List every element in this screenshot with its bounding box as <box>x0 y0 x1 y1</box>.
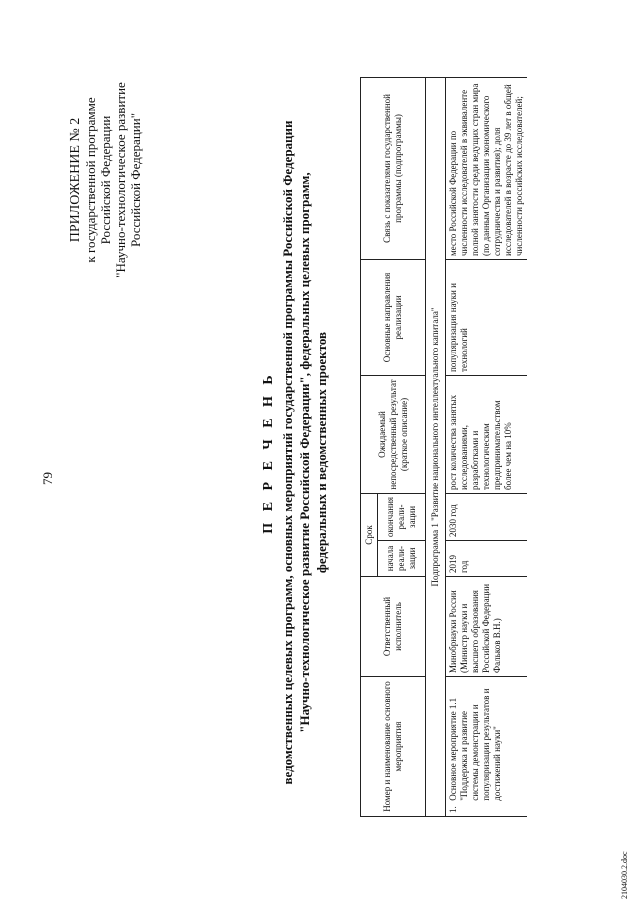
header-end: окончания реали-зации <box>378 493 426 540</box>
header-executor: Ответственный исполнитель <box>361 577 426 677</box>
appendix-block <box>68 15 143 345</box>
appendix-line: Российской Федерации" <box>128 112 143 248</box>
cell-executor: Минобрнауки России (Министр науки и высшего образования Российской Федерации Фальков В.Н.) <box>446 577 528 677</box>
title-spaced: П Е Р Е Ч Е Н Ь <box>261 371 276 534</box>
appendix-line: "Научно-технологическое развитие <box>113 82 128 278</box>
header-start: начала реали-зации <box>378 541 426 577</box>
page-number: 79 <box>40 472 55 485</box>
title-line: ведомственных целевых программ, основных мероприятий государственной программы Российской Федерации <box>280 120 295 785</box>
cell-name <box>446 677 528 817</box>
appendix-line: Российской Федерации <box>98 115 113 245</box>
subprogram-row <box>426 77 446 816</box>
row-number: 1. <box>448 806 458 813</box>
cell-result: рост количества занятых исследованиями, разработками и технологическим предпринимательством более чем на 10% <box>446 375 528 493</box>
appendix-heading: ПРИЛОЖЕНИЕ № 2 <box>68 117 83 243</box>
title-line: федеральных и ведомственных проектов <box>314 331 329 574</box>
row-name: Основное мероприятие 1.1 "Поддержка и развитие системы демонстрации и популяризации результатов и достижений науки" <box>448 688 502 801</box>
cell-start: 2019 год <box>446 541 528 577</box>
header-result: Ожидаемый непосредственный результат (краткое описание) <box>361 375 426 493</box>
subprogram-title: Подпрограмма 1 "Развитие национального интеллектуального капитала" <box>426 77 446 816</box>
header-term: Срок <box>361 493 378 576</box>
table-header-row <box>361 77 378 816</box>
header-directions: Основные направления реализации <box>361 259 426 375</box>
cell-link: место Российской Федерации по численности исследователей в эквиваленте полной занятости среди ведущих стран мира (по данным Организации экономического сотрудничества и развития); доля исследователей в возрасте до 39 лет в общей численности российских исследователей; <box>446 77 528 259</box>
cell-directions: популяризация науки и технологий <box>446 259 528 375</box>
document-title <box>260 0 330 905</box>
header-name: Номер и наименование основного мероприятия <box>361 677 426 817</box>
table-row <box>446 77 528 816</box>
appendix-line: к государственной программе <box>83 97 98 263</box>
file-reference: 2104030.2.doc <box>620 851 629 899</box>
title-line: "Научно-технологическое развитие Российской Федерации", федеральных целевых программ, <box>297 172 312 733</box>
header-link: Связь с показателями государственной программы (подпрограммы) <box>361 77 426 259</box>
cell-end: 2030 год <box>446 493 528 540</box>
measures-table <box>360 77 527 817</box>
